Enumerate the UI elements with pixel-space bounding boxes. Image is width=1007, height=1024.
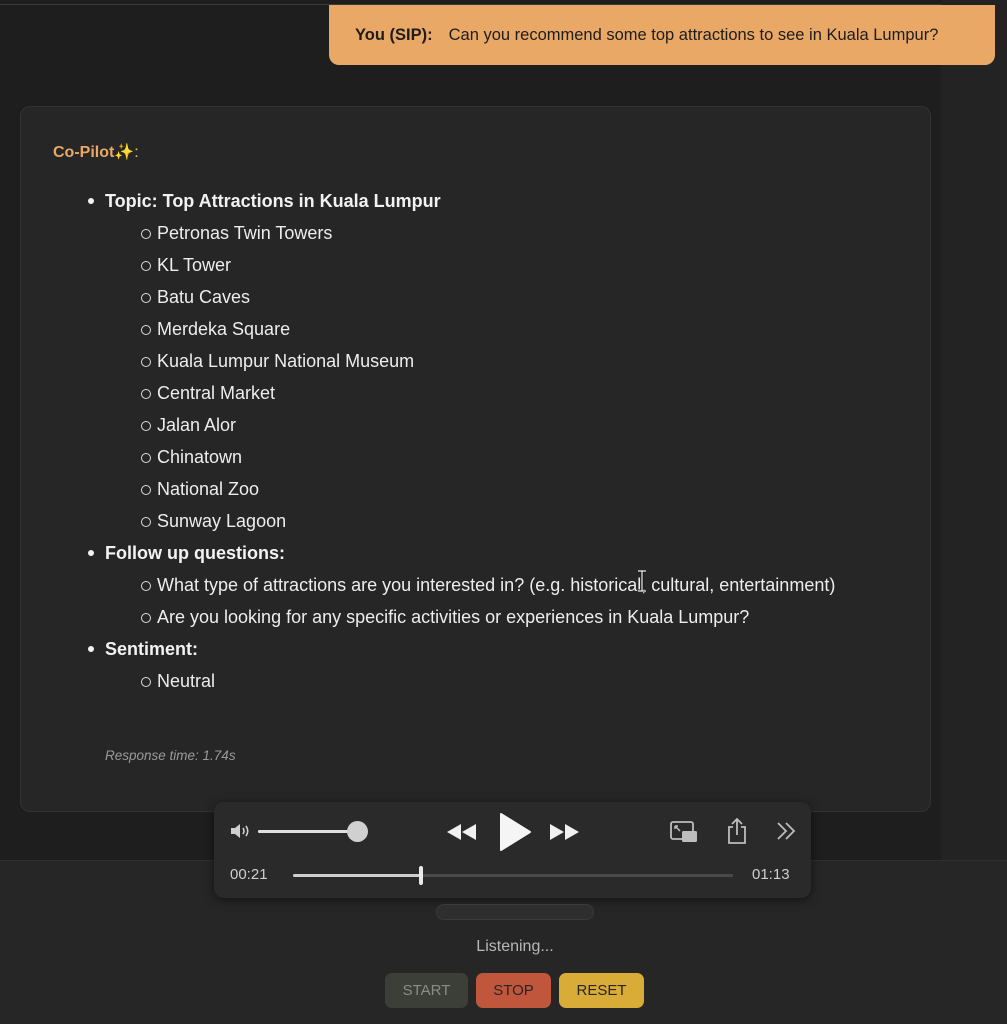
list-item: Central Market: [157, 377, 835, 409]
reset-button[interactable]: RESET: [559, 973, 644, 1008]
response-outline: [105, 185, 835, 697]
list-item: Chinatown: [157, 441, 835, 473]
user-speaker-label: You (SIP):: [355, 25, 433, 44]
response-time: Response time: 1.74s: [105, 748, 236, 763]
text-cursor-icon: [636, 570, 648, 592]
list-item: Kuala Lumpur National Museum: [157, 345, 835, 377]
media-player: [214, 802, 811, 898]
current-time: 00:21: [230, 866, 268, 883]
copilot-response-card: [20, 106, 931, 812]
section-title: Follow up questions:: [105, 543, 285, 563]
list-item: Batu Caves: [157, 281, 835, 313]
drag-handle: [436, 904, 594, 920]
list-item: Sunway Lagoon: [157, 505, 835, 537]
user-message-bubble: [329, 5, 995, 65]
copilot-label: [53, 142, 139, 162]
section-follow-up: [105, 537, 835, 633]
list-item: Jalan Alor: [157, 409, 835, 441]
section-sentiment: [105, 633, 835, 697]
follow-up-list: [157, 569, 835, 633]
total-time: 01:13: [752, 866, 790, 883]
start-button[interactable]: START: [385, 973, 468, 1008]
volume-fill: [258, 830, 357, 833]
list-item: Are you looking for any specific activities or experiences in Kuala Lumpur?: [157, 601, 835, 633]
user-message-text: Can you recommend some top attractions to see in Kuala Lumpur?: [448, 25, 939, 44]
section-title: Sentiment:: [105, 639, 199, 659]
topic-list: [157, 217, 835, 537]
fast-forward-icon[interactable]: [547, 822, 581, 842]
copilot-label-text: Co-Pilot: [53, 144, 115, 161]
right-gutter: [941, 0, 1007, 860]
list-item: Neutral: [157, 665, 835, 697]
seek-progress: [293, 874, 421, 877]
sentiment-list: [157, 665, 835, 697]
rewind-icon[interactable]: [445, 822, 479, 842]
seek-bar[interactable]: [293, 874, 733, 877]
list-item: Petronas Twin Towers: [157, 217, 835, 249]
picture-in-picture-icon[interactable]: [669, 820, 699, 844]
status-text: Listening...: [476, 938, 554, 955]
volume-knob[interactable]: [347, 821, 368, 842]
seek-handle[interactable]: [419, 866, 423, 885]
list-item: KL Tower: [157, 249, 835, 281]
share-icon[interactable]: [726, 817, 748, 845]
section-topic: [105, 185, 835, 537]
list-item: What type of attractions are you interested in? (e.g. historical, cultural, entertainment): [157, 569, 835, 601]
more-chevron-icon[interactable]: [775, 821, 797, 841]
list-item: National Zoo: [157, 473, 835, 505]
section-title: Topic: Top Attractions in Kuala Lumpur: [105, 191, 441, 211]
list-item: Merdeka Square: [157, 313, 835, 345]
play-icon[interactable]: [497, 812, 533, 852]
sparkle-icon: ✨:: [114, 144, 139, 161]
volume-icon[interactable]: [229, 821, 255, 841]
stop-button[interactable]: STOP: [476, 973, 551, 1008]
